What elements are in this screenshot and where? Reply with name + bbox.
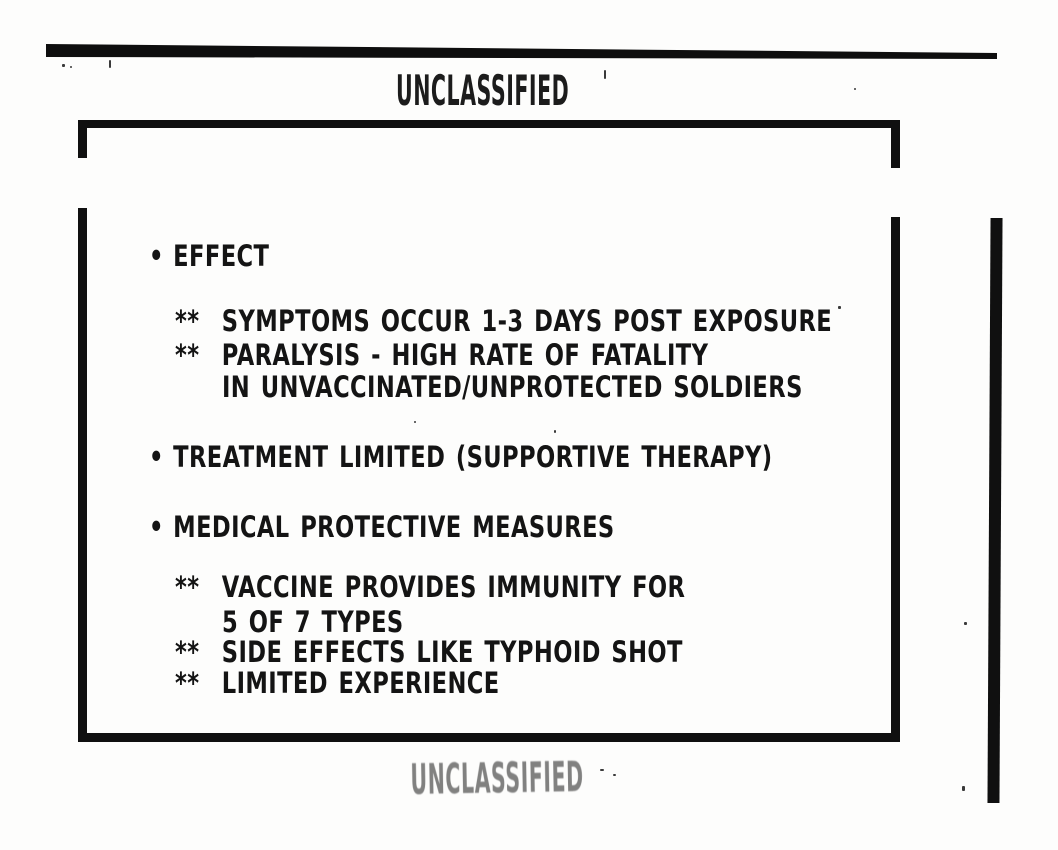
continuation-text: 5 OF 7 TYPES [222,605,404,639]
scan-speck [838,306,841,309]
scan-speck [613,774,616,776]
bullet-line-treatment [149,440,772,474]
content-box-right-border [891,217,900,742]
header-box-right-tick [891,120,900,168]
continuation-line-unvaccinated [222,370,803,404]
asterisk-icon: ** [175,304,200,338]
bullet-line-effect [149,239,269,273]
content-box-bottom-border [78,733,900,742]
top-rule [46,43,998,63]
scan-speck [70,66,72,68]
sub-bullet-text: SIDE EFFECTS LIKE TYPHOID SHOT [221,635,683,669]
sub-bullet-line-paralysis [175,338,708,372]
right-accent-bar [987,218,1002,803]
scan-speck [604,70,606,79]
scan-speck [854,88,856,90]
sub-bullet-line-experience [175,666,500,700]
bullet-text: MEDICAL PROTECTIVE MEASURES [173,510,615,544]
classification-stamp-top: UNCLASSIFIED [396,66,570,115]
bullet-icon: • [149,440,164,474]
sub-bullet-line-vaccine [175,570,685,604]
scan-speck [414,421,416,423]
scan-speck [554,430,556,433]
scan-speck [62,64,65,67]
classification-stamp-bottom: UNCLASSIFIED [410,751,585,804]
continuation-text: IN UNVACCINATED/UNPROTECTED SOLDIERS [222,370,803,404]
bullet-text: EFFECT [173,239,270,273]
sub-bullet-line-symptoms [175,304,832,338]
sub-bullet-text: LIMITED EXPERIENCE [221,666,500,700]
header-box-top-edge [78,120,898,128]
bullet-text: TREATMENT LIMITED (SUPPORTIVE THERAPY) [173,440,773,474]
content-box-left-border [78,208,87,742]
scan-speck [109,60,111,68]
asterisk-icon: ** [175,570,200,604]
scan-speck [964,622,967,625]
sub-bullet-text: VACCINE PROVIDES IMMUNITY FOR [221,570,686,604]
bullet-line-medical [149,510,615,544]
asterisk-icon: ** [175,666,200,700]
header-box-left-tick [78,120,87,158]
continuation-line-types [222,605,404,639]
sub-bullet-line-side-effects [175,635,683,669]
asterisk-icon: ** [175,635,200,669]
sub-bullet-text: PARALYSIS - HIGH RATE OF FATALITY [221,338,709,372]
scan-speck [600,769,604,771]
bullet-icon: • [149,510,164,544]
scan-speck [962,786,965,791]
bullet-icon: • [149,239,164,273]
asterisk-icon: ** [175,338,200,372]
sub-bullet-text: SYMPTOMS OCCUR 1-3 DAYS POST EXPOSURE [221,304,833,338]
